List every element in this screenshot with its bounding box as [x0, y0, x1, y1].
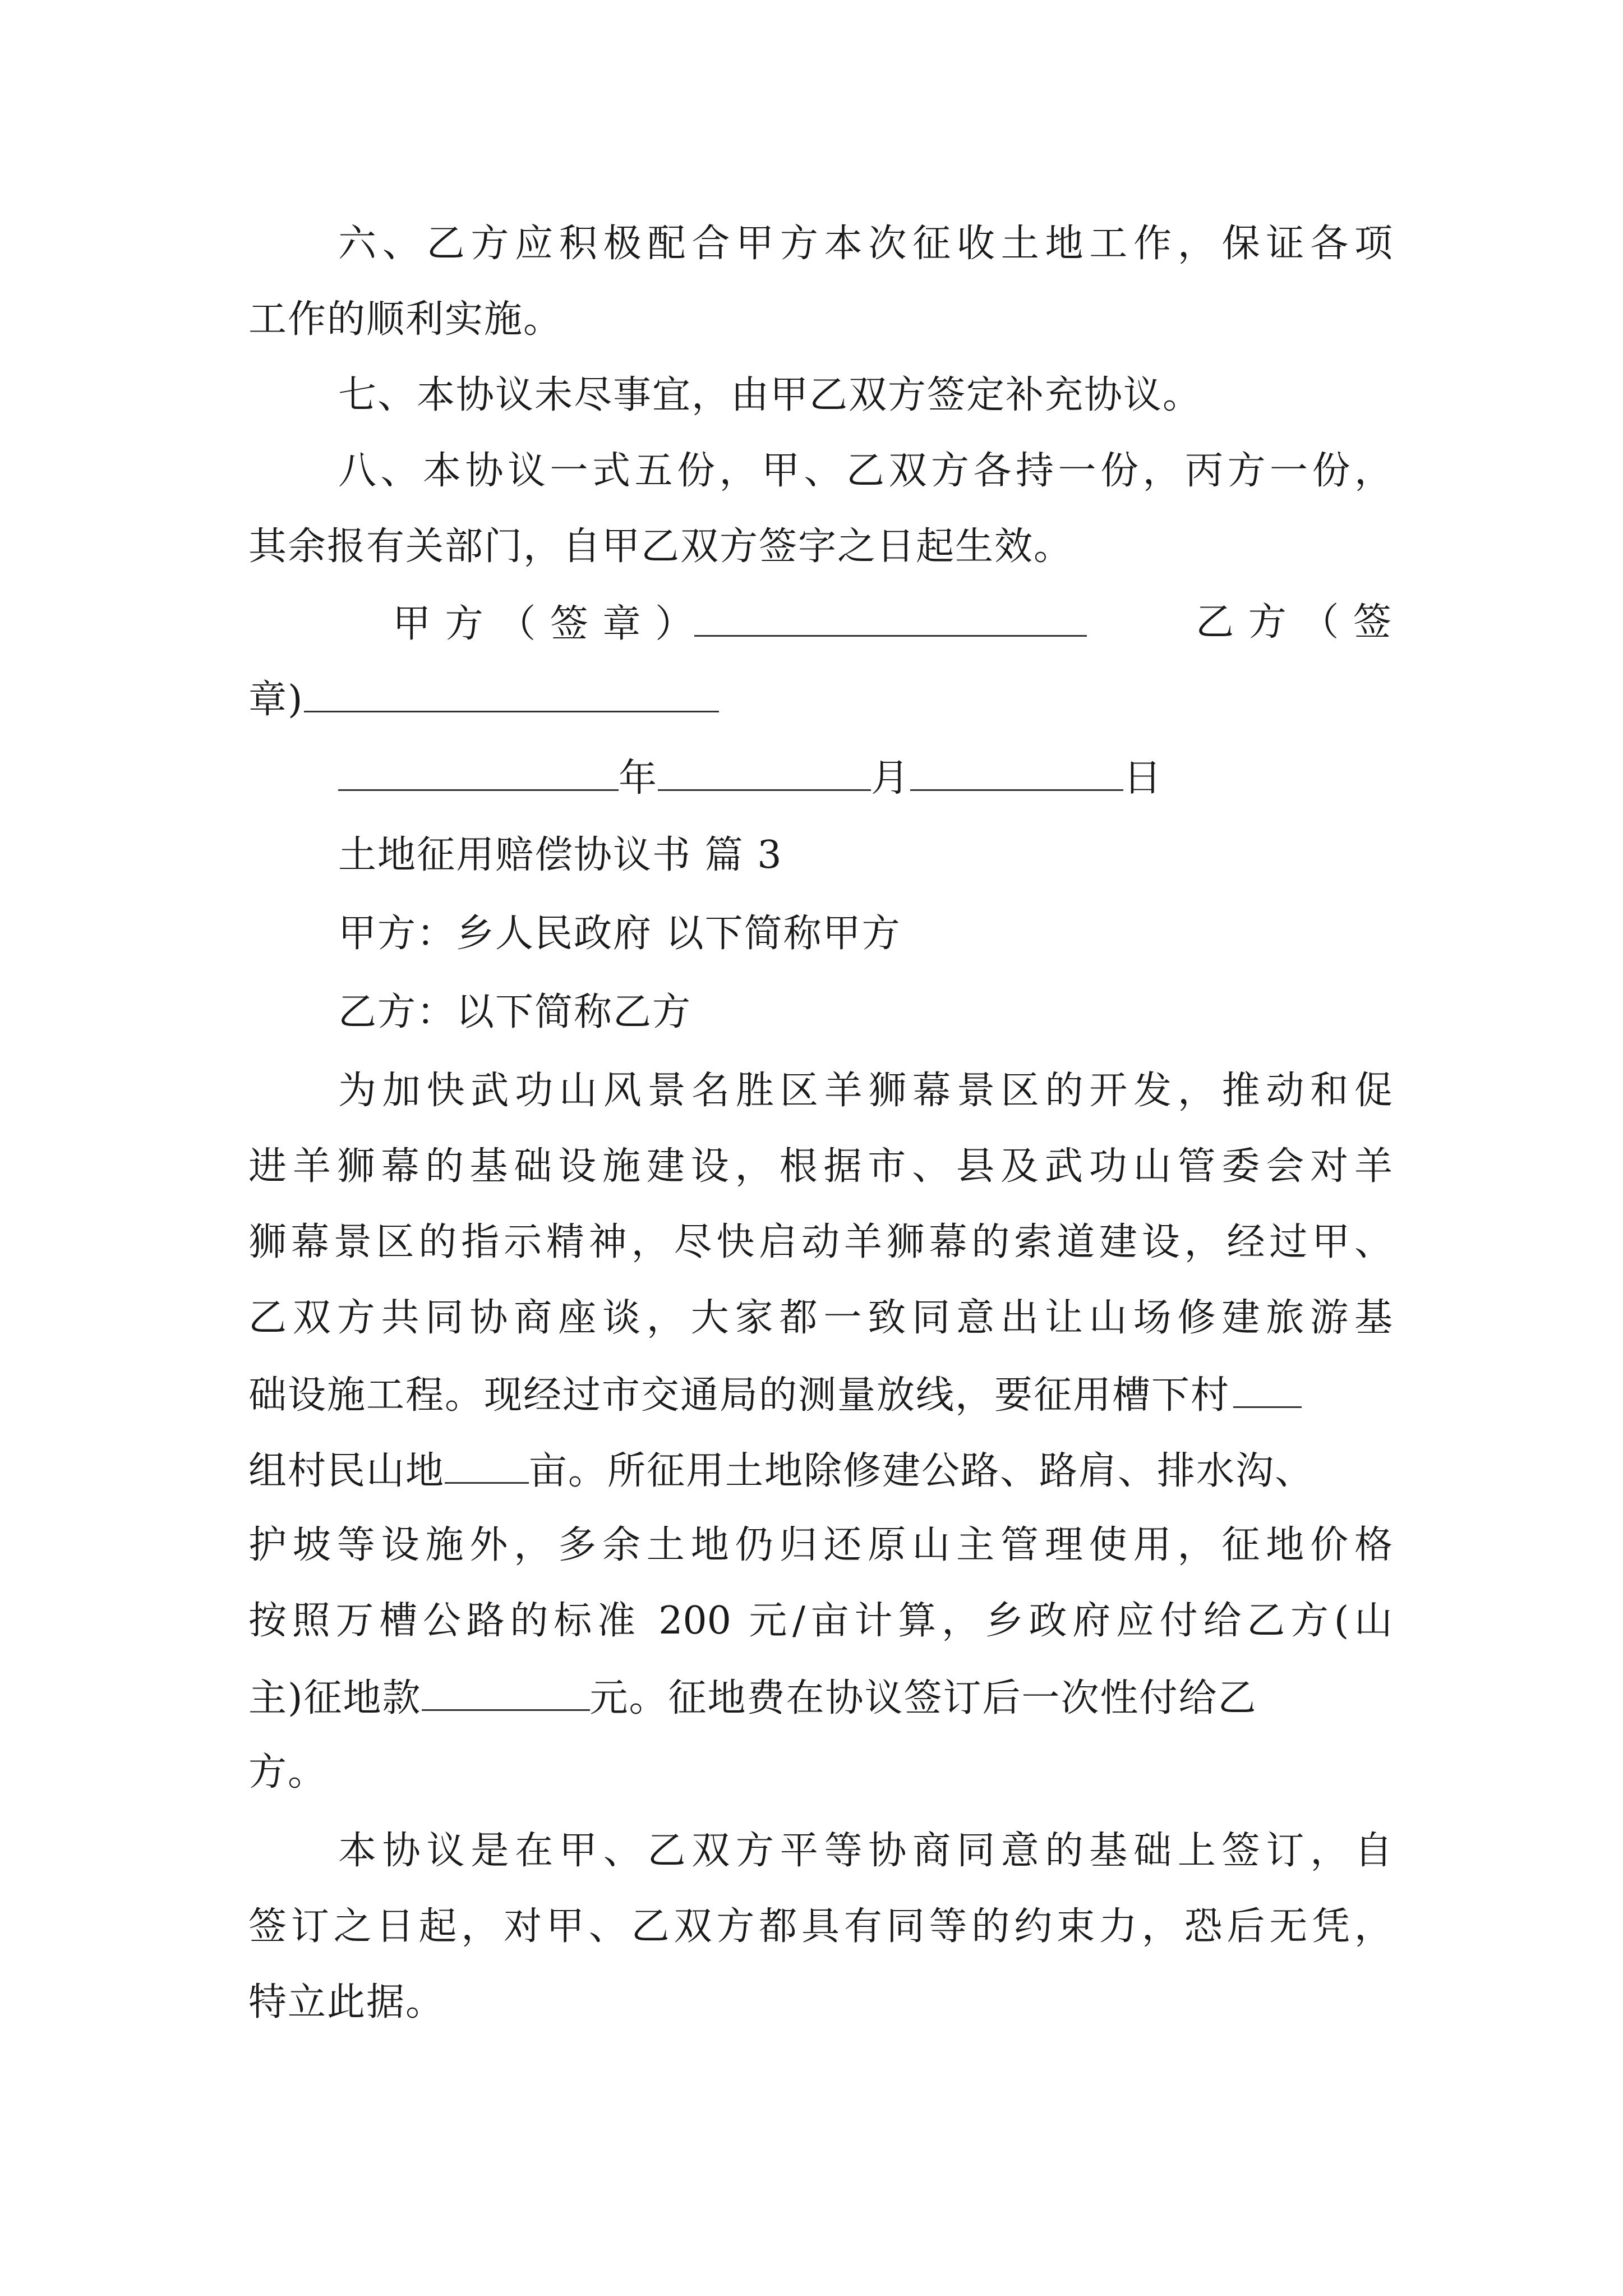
p1-line-7: 护坡等设施外，多余土地仍归还原山主管理使用，征地价格 — [248, 1523, 1393, 1567]
party-b-sign-label: 乙 方 （ 签 — [1196, 600, 1393, 645]
party-b-sign-blank — [304, 676, 719, 712]
compensation-amount-blank — [422, 1674, 590, 1711]
p1-line-6-text-a: 组村民山地 — [248, 1449, 445, 1493]
p1-line-5 — [248, 1372, 1393, 1418]
p1-line-6 — [248, 1447, 1393, 1494]
p1-line-9 — [248, 1674, 1393, 1721]
clause-7: 七、本协议未尽事宜，由甲乙双方签定补充协议。 — [338, 373, 1202, 417]
p1-line-8: 按照万槽公路的标准 200 元/亩计算，乡政府应付给乙方(山 — [248, 1599, 1393, 1643]
signature-line-cont — [248, 676, 1393, 723]
party-a-sign-label: 甲 方 （ 签 章 ） — [393, 602, 695, 646]
p1-line-9-text-b: 元。征地费在协议签订后一次性付给乙 — [589, 1676, 1257, 1720]
p1-line-3: 狮幕景区的指示精神，尽快启动羊狮幕的索道建设，经过甲、 — [248, 1220, 1393, 1264]
year-label: 年 — [619, 756, 658, 800]
village-group-blank — [1233, 1372, 1302, 1408]
p2-line-3: 特立此据。 — [248, 1980, 445, 2024]
party-a-sign-blank — [694, 600, 1087, 637]
day-blank — [910, 754, 1123, 791]
month-label: 月 — [871, 756, 911, 800]
p1-line-9-text-a: 主)征地款 — [248, 1676, 422, 1720]
p1-line-10: 方。 — [248, 1750, 328, 1795]
clause-6-line-2: 工作的顺利实施。 — [248, 297, 563, 342]
signature-line — [393, 600, 1393, 647]
clause-6-line-1: 六、乙方应积极配合甲方本次征收土地工作，保证各项 — [338, 222, 1393, 266]
section-3-title: 土地征用赔偿协议书 篇 3 — [338, 833, 783, 877]
clause-8-line-2: 其余报有关部门，自甲乙双方签字之日起生效。 — [248, 524, 1073, 569]
p1-line-5-text: 础设施工程。现经过市交通局的测量放线，要征用槽下村 — [248, 1373, 1230, 1418]
acreage-blank — [445, 1447, 529, 1484]
clause-8-line-1: 八、本协议一式五份，甲、乙双方各持一份，丙方一份， — [338, 449, 1393, 493]
day-label: 日 — [1123, 756, 1163, 800]
p2-line-1: 本协议是在甲、乙双方平等协商同意的基础上签订，自 — [338, 1829, 1393, 1873]
p1-line-4: 乙双方共同协商座谈，大家都一致同意出让山场修建旅游基 — [248, 1296, 1393, 1340]
party-b-sign-label-cont: 章) — [248, 678, 304, 722]
p2-line-2: 签订之日起，对甲、乙双方都具有同等的约束力，恐后无凭， — [248, 1904, 1393, 1949]
p1-line-2: 进羊狮幕的基础设施建设，根据市、县及武功山管委会对羊 — [248, 1144, 1393, 1189]
party-a: 甲方：乡人民政府 以下简称甲方 — [338, 912, 901, 956]
month-blank — [658, 754, 871, 791]
p1-line-1: 为加快武功山风景名胜区羊狮幕景区的开发，推动和促 — [338, 1069, 1393, 1113]
date-line — [338, 754, 1482, 801]
party-b: 乙方：以下简称乙方 — [338, 990, 692, 1034]
p1-line-6-text-b: 亩。所征用土地除修建公路、路肩、排水沟、 — [529, 1449, 1315, 1493]
year-blank — [338, 754, 619, 791]
